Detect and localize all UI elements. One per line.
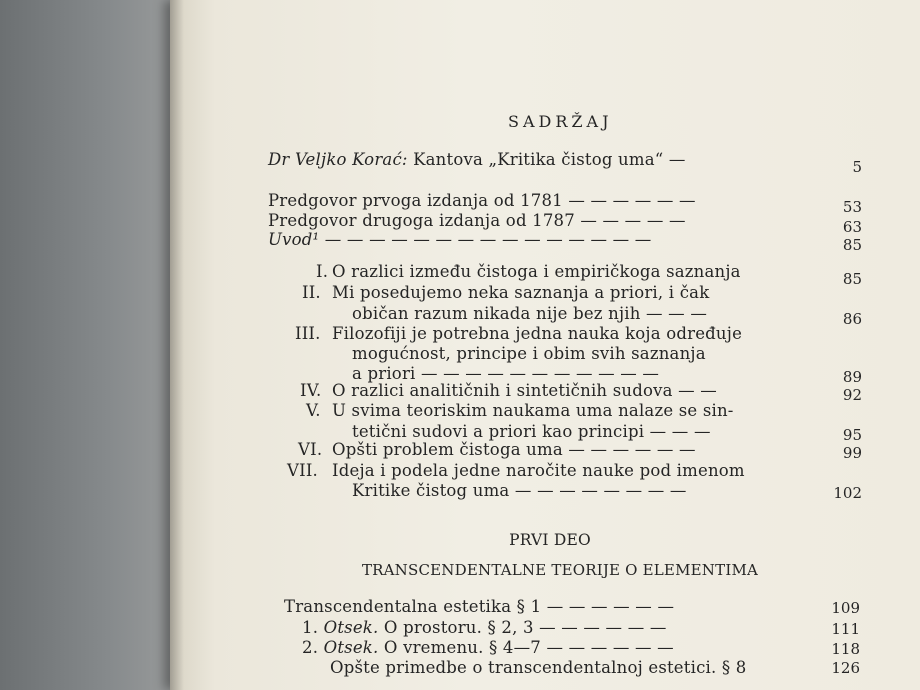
part-title: PRVI DEO — [509, 531, 591, 549]
section-num-vii: VII. — [287, 461, 318, 480]
section-num-ii: II. — [302, 283, 321, 302]
section-num-i: I. — [316, 262, 329, 281]
part-entry: Opšte primedbe o transcendentalnoj estetici. § 8 — [330, 658, 747, 677]
section-page-vii: 102 — [833, 484, 862, 502]
desk-background — [0, 0, 180, 690]
part-entry — [302, 640, 674, 657]
preface-second-page: 63 — [842, 218, 862, 236]
part-entry-num: 2. — [302, 638, 319, 657]
section-page-iii: 89 — [842, 368, 862, 386]
part-entry-text: O prostoru. § 2, 3 — — — — — — — [383, 618, 667, 637]
section-num-iv: IV. — [300, 381, 322, 400]
section-num-iii: III. — [295, 324, 321, 343]
part-entry-italic: Otsek. — [323, 618, 379, 637]
section-line: Kritike čistog uma — — — — — — — — — [352, 481, 687, 500]
introduction-entry: Uvod¹ — — — — — — — — — — — — — — — — [268, 230, 652, 249]
page-gutter-shadow — [170, 0, 184, 690]
section-line: Mi posedujemo neka saznanja a priori, i čak — [332, 283, 710, 302]
section-num-v: V. — [306, 401, 321, 420]
preface-second-edition: Predgovor drugoga izdanja od 1787 — — — — — — [268, 211, 686, 230]
section-line: O razlici između čistoga i empiričkoga saznanja — [332, 262, 741, 281]
intro-text: Kantova „Kritika čistog uma“ — — [413, 150, 686, 169]
section-line: običan razum nikada nije bez njih — — — — [352, 304, 708, 323]
intro-page: 5 — [852, 158, 862, 176]
section-page-v: 95 — [842, 426, 862, 444]
section-line: U svima teoriskim naukama uma nalaze se sin- — [332, 401, 734, 420]
introduction-page: 85 — [842, 236, 862, 254]
section-line: tetični sudovi a priori kao principi — — — — [352, 422, 711, 441]
preface-first-page: 53 — [842, 198, 862, 216]
section-page-vi: 99 — [842, 444, 862, 462]
intro-author: Dr Veljko Korać: — [268, 150, 408, 169]
part-entry-page: 111 — [831, 620, 860, 638]
part-entry: Transcendentalna estetika § 1 — — — — — — — [284, 597, 675, 616]
section-line: Opšti problem čistoga uma — — — — — — — [332, 440, 696, 459]
part-entry — [302, 620, 667, 637]
section-line: mogućnost, principe i obim svih saznanja — [352, 344, 706, 363]
section-line: O razlici analitičnih i sintetičnih sudova — — — [332, 381, 717, 400]
section-line: Filozofiji je potrebna jedna nauka koja određuje — [332, 324, 743, 343]
section-num-vi: VI. — [298, 440, 323, 459]
section-line: a priori — — — — — — — — — — — — [352, 364, 660, 383]
preface-first-edition: Predgovor prvoga izdanja od 1781 — — — — — — — [268, 191, 696, 210]
part-entry-text: O vremenu. § 4—7 — — — — — — — [383, 638, 674, 657]
section-page-iv: 92 — [842, 386, 862, 404]
part-entry-page: 109 — [831, 599, 860, 617]
part-entry-italic: Otsek. — [323, 638, 379, 657]
section-page-i: 85 — [842, 270, 862, 288]
part-entry-num: 1. — [302, 618, 319, 637]
contents-heading: SADRŽAJ — [508, 112, 613, 131]
part-subtitle: TRANSCENDENTALNE TEORIJE O ELEMENTIMA — [361, 561, 759, 579]
section-page-ii: 86 — [842, 310, 862, 328]
section-line: Ideja i podela jedne naročite nauke pod imenom — [332, 461, 745, 480]
intro-entry — [268, 152, 686, 169]
part-entry-page: 118 — [831, 640, 860, 658]
part-entry-page: 126 — [831, 659, 860, 677]
